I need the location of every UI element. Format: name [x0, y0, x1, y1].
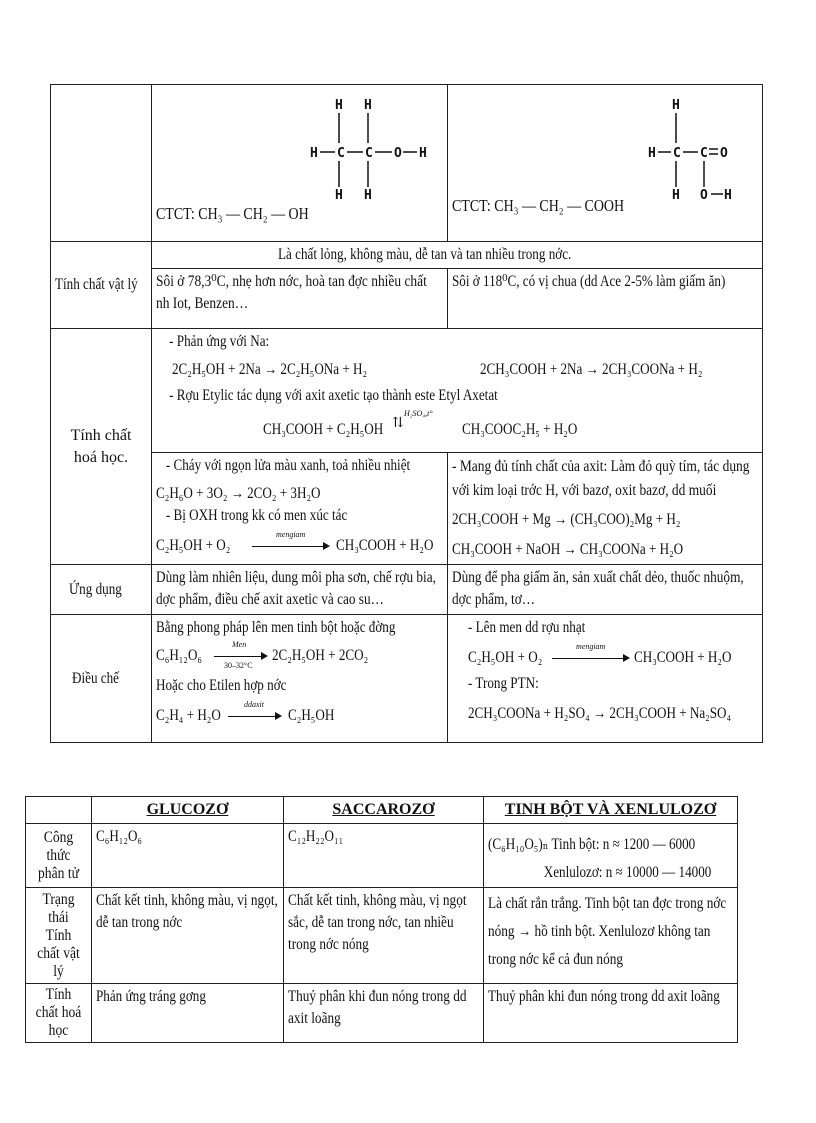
use-acid-cell [448, 565, 763, 615]
formula-cellulose: Xenlulozơ: n ≈ 10000 — 14000 [543, 864, 712, 881]
phys-label: Tính chất vật lý [55, 276, 138, 293]
chem-na-title: - Phản ứng với Na: [169, 333, 270, 350]
chem-eth-ox-cond: mengiam [276, 530, 306, 539]
reaction-arrow-icon [214, 640, 268, 670]
chem-ethanol-cell [152, 453, 448, 565]
chem-glucose-cell [92, 984, 284, 1043]
ethanol-structure-diagram [307, 93, 437, 203]
chem-eth-ox-right: CH₃COOH + H₂O [336, 537, 434, 554]
prep-label: Điều chế [72, 669, 120, 687]
prep-acid-eq1-right: CH₃COOH + H₂O [634, 649, 732, 666]
state-label: Trạng thái Tính chất vật lý [37, 890, 80, 980]
prep-eth-eq2-cond: ddaxit [244, 700, 264, 709]
prep-acid-eq1-cond: mengiam [576, 642, 606, 651]
prep-acid-eq2: 2CH₃COONa + H₂SO₄ → 2CH₃COOH + Na₂SO₄ [468, 705, 732, 722]
chem-label: Tính chất hoá học. [70, 426, 132, 466]
phys-common-cell [152, 242, 763, 269]
chem-ester-right: CH₃COOC₂H₅ + H₂O [462, 421, 578, 438]
state-starch: Là chất rắn trắng. Tinh bột tan đợc trong nớc nóng → hồ tinh bột. Xenlulozơ không tan trong nớc kể cả đun nóng [488, 895, 727, 968]
state-sucrose: Chất kết tinh, không màu, vị ngọt sắc, dễ tan trong nớc, tan nhiều trong nớc nóng [288, 892, 467, 953]
formula-sucrose-cell [284, 824, 484, 888]
state-glucose-cell [92, 888, 284, 984]
prep-eth-eq2-right: C₂H₅OH [288, 707, 335, 724]
use-label-cell [51, 565, 152, 615]
header-glucose: GLUCOZƠ [92, 797, 284, 824]
svg-text:H: H [310, 146, 318, 161]
chem-eth-ox-left: C₂H₅OH + O₂ [156, 537, 231, 554]
use-ethanol-cell [152, 565, 448, 615]
svg-text:H: H [672, 188, 680, 203]
chem-starch-cell [484, 984, 738, 1043]
prep-eth-2: Hoặc cho Etilen hợp nớc [156, 677, 287, 694]
acid-structure-diagram [648, 93, 748, 203]
reaction-arrow-icon [552, 642, 630, 665]
svg-text:C: C [673, 146, 681, 161]
phys-common: Là chất lỏng, không màu, dễ tan và tan nhiều trong nớc. [278, 246, 572, 263]
state-label-cell [26, 888, 92, 984]
phys-acid-cell [448, 269, 763, 329]
equilibrium-arrow-icon: ⇅ [392, 416, 404, 431]
prep-eth-1: Bằng phong pháp lên men tinh bột hoặc đờng [156, 619, 396, 636]
svg-text:H: H [364, 188, 372, 203]
ethanol-ctct: CTCT: CH₃ — CH₂ — OH [156, 204, 309, 223]
svg-text:H: H [335, 98, 343, 113]
blank-header-cell [26, 797, 92, 824]
prep-eth-eq1-cond-bot: 30–32°C [224, 661, 253, 670]
header-starch: TINH BỘT VÀ XENLULOZƠ [484, 797, 738, 824]
chem-acid-cell [448, 453, 763, 565]
acid-ctct: CTCT: CH₃ — CH₂ — COOH [452, 196, 625, 215]
svg-text:H: H [724, 188, 732, 203]
svg-text:C: C [365, 146, 373, 161]
header-sucrose: SACCAROZƠ [284, 797, 484, 824]
prep-ethanol-cell [152, 615, 448, 743]
alcohol-acid-table [50, 84, 763, 743]
ethanol-structure-cell [152, 85, 448, 242]
state-starch-cell [484, 888, 738, 984]
use-label: Ứng dụng [68, 580, 122, 598]
chem-acid-eq1: 2CH₃COOH + Mg → (CH₃COO)₂Mg + H₂ [452, 511, 681, 528]
chem-eth-burn: - Cháy với ngọn lửa màu xanh, toả nhiều nhiệt [165, 457, 411, 474]
phys-ethanol-cell [152, 269, 448, 329]
chem-starch: Thuỷ phân khi đun nóng trong dd axit loãng [488, 988, 720, 1005]
carbohydrate-table [25, 796, 738, 1043]
chem-sucrose: Thuỷ phân khi đun nóng trong dd axit loãng [288, 988, 467, 1027]
svg-text:C: C [337, 146, 345, 161]
state-glucose: Chất kết tinh, không màu, vị ngọt, dễ tan trong nớc [96, 892, 278, 931]
use-ethanol: Dùng làm nhiên liệu, dung môi pha sơn, chế rợu bia, dợc phẩm, điều chế axit axetic và cao su… [156, 569, 436, 608]
chem-eth-ox: - Bị OXH trong kk có men xúc tác [165, 507, 348, 524]
formula-sucrose: C₁₂H₂₂O₁₁ [288, 828, 344, 845]
blank-cell [51, 85, 152, 242]
phys-acid: Sôi ở 118⁰C, có vị chua (dd Ace 2-5% làm giấm ăn) [452, 273, 726, 290]
prep-acid-cell [448, 615, 763, 743]
svg-text:C: C [700, 146, 708, 161]
prep-eth-eq2-left: C₂H₄ + H₂O [156, 707, 221, 724]
phys-ethanol: Sôi ở 78,3⁰C, nhẹ hơn nớc, hoà tan đợc nhiều chất nh Iot, Benzen… [156, 273, 427, 312]
formula-label: Công thức phân tử [38, 828, 79, 882]
chem-ester-title: - Rợu Etylic tác dụng với axit axetic tạo thành este Etyl Axetat [169, 387, 498, 404]
prep-eth-eq1-left: C₆H₁₂O₆ [156, 647, 202, 664]
chem-acid-eq2: CH₃COOH + NaOH → CH₃COONa + H₂O [452, 541, 684, 558]
state-sucrose-cell [284, 888, 484, 984]
svg-text:H: H [672, 98, 680, 113]
prep-acid-eq1-left: C₂H₅OH + O₂ [468, 649, 543, 666]
svg-text:O: O [700, 188, 708, 203]
reaction-arrow-icon [252, 530, 330, 553]
prep-label-cell [51, 615, 152, 743]
chem-acid-1: - Mang đủ tính chất của axit: Làm đỏ quỳ tím, tác dụng với kim loại trớc H, với bazơ, oxit bazơ, dd muối [452, 458, 750, 499]
prep-eth-eq1-right: 2C₂H₅OH + 2CO₂ [272, 647, 369, 664]
phys-label-cell [51, 242, 152, 329]
acid-structure-cell [448, 85, 763, 242]
chem2-label-cell [26, 984, 92, 1043]
chem-ester-cond: H₂SO₄,t° [404, 409, 433, 418]
svg-text:H: H [419, 146, 427, 161]
chem-glucose: Phản ứng tráng gơng [96, 988, 206, 1005]
chem-label-cell [51, 329, 152, 565]
formula-starch-cell [484, 824, 738, 888]
prep-eth-eq1-cond-top: Men [232, 640, 247, 649]
svg-text:O: O [394, 146, 402, 161]
prep-acid-1: - Lên men dd rợu nhạt [468, 619, 586, 636]
svg-text:H: H [364, 98, 372, 113]
chem-sucrose-cell [284, 984, 484, 1043]
chem2-label: Tính chất hoá học [35, 986, 82, 1039]
prep-acid-2: - Trong PTN: [468, 675, 539, 692]
chem-common-cell [152, 329, 763, 453]
svg-text:H: H [335, 188, 343, 203]
reaction-arrow-icon [228, 700, 282, 723]
svg-text:H: H [648, 146, 656, 161]
svg-text:O: O [720, 146, 728, 161]
chem-eth-burn-eq: C₂H₆O + 3O₂ → 2CO₂ + 3H₂O [156, 485, 321, 502]
formula-glucose-cell [92, 824, 284, 888]
use-acid: Dùng để pha giấm ăn, sản xuất chất dẻo, thuốc nhuộm, dợc phẩm, tơ… [452, 569, 744, 608]
formula-starch: (C₆H₁₀O₅)ₙ Tinh bột: n ≈ 1200 — 6000 [488, 836, 696, 853]
chem-na-eq1: 2C₂H₅OH + 2Na → 2C₂H₅ONa + H₂ [172, 361, 368, 378]
chem-na-eq2: 2CH₃COOH + 2Na → 2CH₃COONa + H₂ [480, 361, 703, 378]
formula-glucose: C₆H₁₂O₆ [96, 828, 142, 845]
chem-ester-left: CH₃COOH + C₂H₅OH [263, 421, 384, 438]
formula-label-cell [26, 824, 92, 888]
